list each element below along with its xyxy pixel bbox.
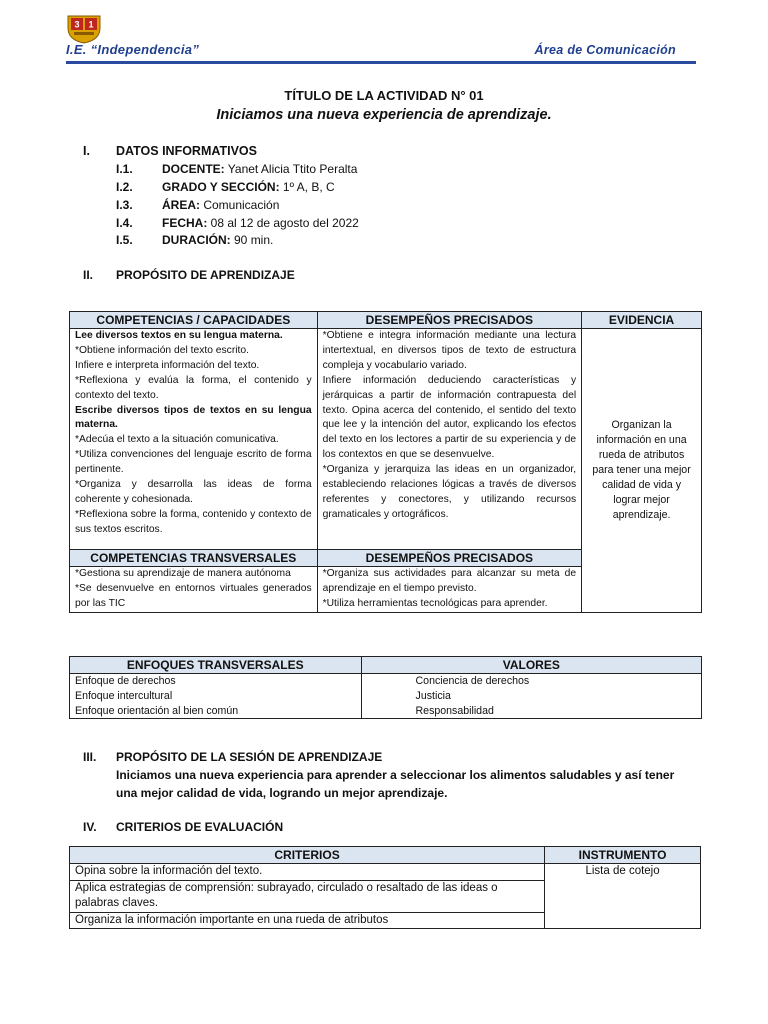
page-header <box>66 14 696 62</box>
transversales-cell: *Gestiona su aprendizaje de manera autónoma *Se desenvuelve en entornos virtuales generados por las TIC <box>70 567 318 613</box>
area-name: Área de Comunicación <box>534 43 676 57</box>
competencias-cell: Lee diversos textos en su lengua materna. *Obtiene información del texto escrito. Infiere e interpreta información del texto. *Reflexiona y evalúa la forma, el contenido y contexto del texto. Escribe diversos tipos de textos en su lengua materna. *Adecúa el texto a la situación comunicativa. *Utiliza convenciones del lenguaje escrito de forma pertinente. *Organiza y desarrolla las ideas de forma coherente y cohesionada. *Reflexiona sobre la forma, contenido y contexto de sus textos escritos. <box>70 329 318 550</box>
enfoques-table <box>69 656 702 719</box>
table-header: ENFOQUES TRANSVERSALES <box>70 657 362 674</box>
section-2-title: PROPÓSITO DE APRENDIZAJE <box>116 268 295 282</box>
instrumento-cell: Lista de cotejo <box>545 864 701 929</box>
table-header: DESEMPEÑOS PRECISADOS <box>317 312 582 329</box>
section-1-num: I. <box>83 144 90 158</box>
table-row: Enfoque de derechos Conciencia de derechos <box>70 674 702 689</box>
evidencia-cell: Organizan la información en una rueda de atributos para tener una mejor calidad de vida y lograr mejor aprendizaje. <box>582 329 702 613</box>
table-row: Enfoque intercultural Justicia <box>70 689 702 704</box>
svg-text:3: 3 <box>74 19 80 30</box>
table-header: COMPETENCIAS / CAPACIDADES <box>70 312 318 329</box>
table-row: Enfoque orientación al bien común Responsabilidad <box>70 704 702 719</box>
table-row: Aplica estrategias de comprensión: subrayado, circulado o resaltado de las ideas o palabras claves. <box>70 880 701 912</box>
activity-subtitle: Iniciamos una nueva experiencia de aprendizaje. <box>216 107 552 123</box>
section-1-title: DATOS INFORMATIVOS <box>116 144 257 158</box>
table-header: COMPETENCIAS TRANSVERSALES <box>70 550 318 567</box>
svg-text:1: 1 <box>88 19 94 30</box>
table-header: INSTRUMENTO <box>545 847 701 864</box>
school-name: I.E. “Independencia” <box>66 42 200 57</box>
header-divider <box>66 61 696 64</box>
table-row: Opina sobre la información del texto. Lista de cotejo <box>70 864 701 881</box>
table-header: DESEMPEÑOS PRECISADOS <box>317 550 582 567</box>
competencias-table <box>69 311 702 613</box>
transversales-desempenos-cell: *Organiza sus actividades para alcanzar su meta de aprendizaje en el tiempo previsto. *Utiliza herramientas tecnológicas para aprender. <box>317 567 582 613</box>
table-header: CRITERIOS <box>70 847 545 864</box>
activity-title: TÍTULO DE LA ACTIVIDAD N° 01 <box>284 88 484 103</box>
criterios-table <box>69 846 701 929</box>
session-purpose-line: Iniciamos una nueva experiencia para aprender a seleccionar los alimentos saludables y así tener <box>116 768 675 782</box>
desempenos-cell: *Obtiene e integra información mediante una lectura intertextual, en diversos tipos de texto de estructura compleja y vocabulario variado. Infiere información deduciendo características y jerárquicas a partir de información contrapuesta del texto. Opina acerca del contenido, el sentido del texto que lee y la intención del autor, explicando los efectos del texto en los lectores a partir de su experiencia y de los contextos en que se desenvuelve. *Organiza y jerarquiza las ideas en un organizador, estableciendo relaciones lógicas a través de diversos referentes y conectores, y utilizando recursos gramaticales y ortográficos. <box>317 329 582 550</box>
session-purpose-line: una mejor calidad de vida, logrando un mejor aprendizaje. <box>116 786 448 800</box>
section-3-title: PROPÓSITO DE LA SESIÓN DE APRENDIZAJE <box>116 750 383 764</box>
school-crest-logo <box>66 14 102 44</box>
table-header: EVIDENCIA <box>582 312 702 329</box>
table-row: Organiza la información importante en una rueda de atributos <box>70 912 701 929</box>
section-4-title: CRITERIOS DE EVALUACIÓN <box>116 820 284 834</box>
table-header: VALORES <box>361 657 701 674</box>
